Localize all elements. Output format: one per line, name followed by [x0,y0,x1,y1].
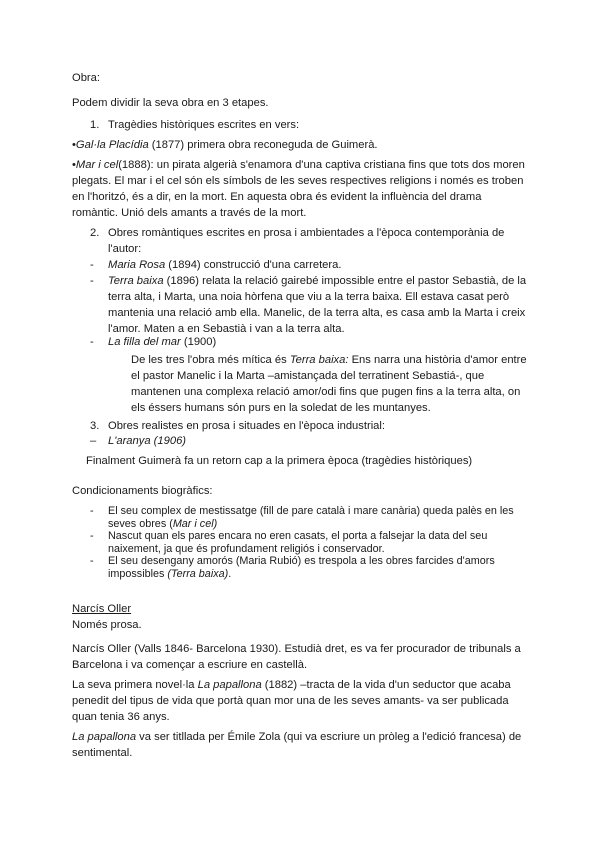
work-title: Gal·la Placídia [75,139,149,151]
stage2-item-terra-baixa: Terra baixa (1896) relata la relació gairebé impossible entre el pastor Sebastià, de la terra alta, i Marta, una noia hòrfena que viu a la terra baixa. Ell estava casat però mantenia una relació amb ella. Manelic, de la terra alta, es casa amb la Marta i creix l'amor. Maten a en Sebastià i van a la terra alta. [108,275,527,335]
stage1-item-galla: •Gal·la Placídia (1877) primera obra reconeguda de Guimerà. [72,139,378,151]
list-dash: - [90,336,94,348]
terra-baixa-note: De les tres l'obra més mítica és Terra baixa: Ens narra una història d'amor entre el pastor Manelic i la Marta –amistançada del terratinent Sebastiá-, que mantenen una complexa relació amor/odi fins que pugen fins a la terra alta, on els éssers humans són purs en la soledat de les muntanyes. [131,354,527,414]
list-dash: - [90,555,94,567]
cond-item-desengany: El seu desengany amorós (Maria Rubió) es trespola a les obres farcides d'amors impossibles (Terra baixa). [108,555,495,580]
list-dash: - [90,530,94,542]
list-dash: – [90,435,97,447]
work-title: La papallona [72,731,137,743]
stage2-item-maria-rosa: Maria Rosa (1894) construcció d'una carretera. [108,259,342,271]
work-title: La filla del mar [108,336,181,348]
work-title: La papallona [197,679,262,691]
work-title: Terra baixa: [289,354,349,366]
list-dash: - [90,275,94,287]
work-title: Maria Rosa [108,259,166,271]
intro-paragraph: Podem dividir la seva obra en 3 etapes. [72,97,269,109]
stage2-item-la-filla-del-mar: La filla del mar (1900) [108,336,217,348]
list-dash: - [90,505,94,517]
work-title: Mar i cel [75,159,119,171]
work-title: Mar i cel) [172,517,218,530]
stage1-title: Tragèdies històriques escrites en vers: [108,119,300,131]
stage3-title: Obres realistes en prosa i situades en l'època industrial: [108,420,385,432]
cond-item-naixement: Nascut quan els pares encara no eren casats, el porta a falsejar la data del seu naixement, ja que és profundament religiós i conservador. [108,530,488,555]
stage3-item-laranya [108,433,528,449]
stage2-number: 2. [90,227,100,239]
stage1-number: 1. [90,119,100,131]
work-title: (Terra baixa) [167,567,229,580]
stage1-item-mar-i-cel: •Mar i cel(1888): un pirata algerià s'enamora d'una captiva cristiana fins que tots dos moren plegats. El mar i el cel són els símbols de les seves respectives religions i només es troben en l'horitzó, és a dir, en la mort. En aquesta obra és evident la influència del drama romàntic. Unió dels amants a través de la mort. [72,159,525,219]
finally-paragraph: Finalment Guimerà fa un retorn cap a la primera època (tragèdies històriques) [86,455,473,467]
oller-bio: Narcís Oller (Valls 1846- Barcelona 1930). Estudià dret, es va fer procurador de tribunals a Barcelona i va començar a escriure en castellà. [72,643,521,671]
work-title: Terra baixa [108,275,164,287]
stage3-number: 3. [90,420,100,432]
stage2-title: Obres romàntiques escrites en prosa i ambientades a l'època contemporània de l'autor: [108,227,505,255]
oller-novel-paragraph: La seva primera novel·la La papallona (1882) –tracta de la vida d'un seductor que acaba penedit del tipus de vida que portà quan mor una de les seves amants- va ser publicada quan tenia 36 anys. [72,679,511,723]
cond-item-mestissatge: El seu complex de mestissatge (fill de pare català i mare canària) queda palès en les seves obres (Mar i cel) [108,505,514,530]
work-title: L'aranya (1906) [108,435,187,447]
oller-zola-paragraph: La papallona va ser titllada per Émile Zola (qui va escriure un pròleg a l'edició francesa) de sentimental. [72,731,522,759]
bullet: • [72,139,76,151]
oller-heading: Narcís Oller Només prosa. [72,603,142,631]
obra-heading: Obra: [72,72,100,84]
bullet: • [72,159,76,171]
cond-heading: Condicionaments biogràfics: [72,485,213,497]
list-dash: - [90,259,94,271]
